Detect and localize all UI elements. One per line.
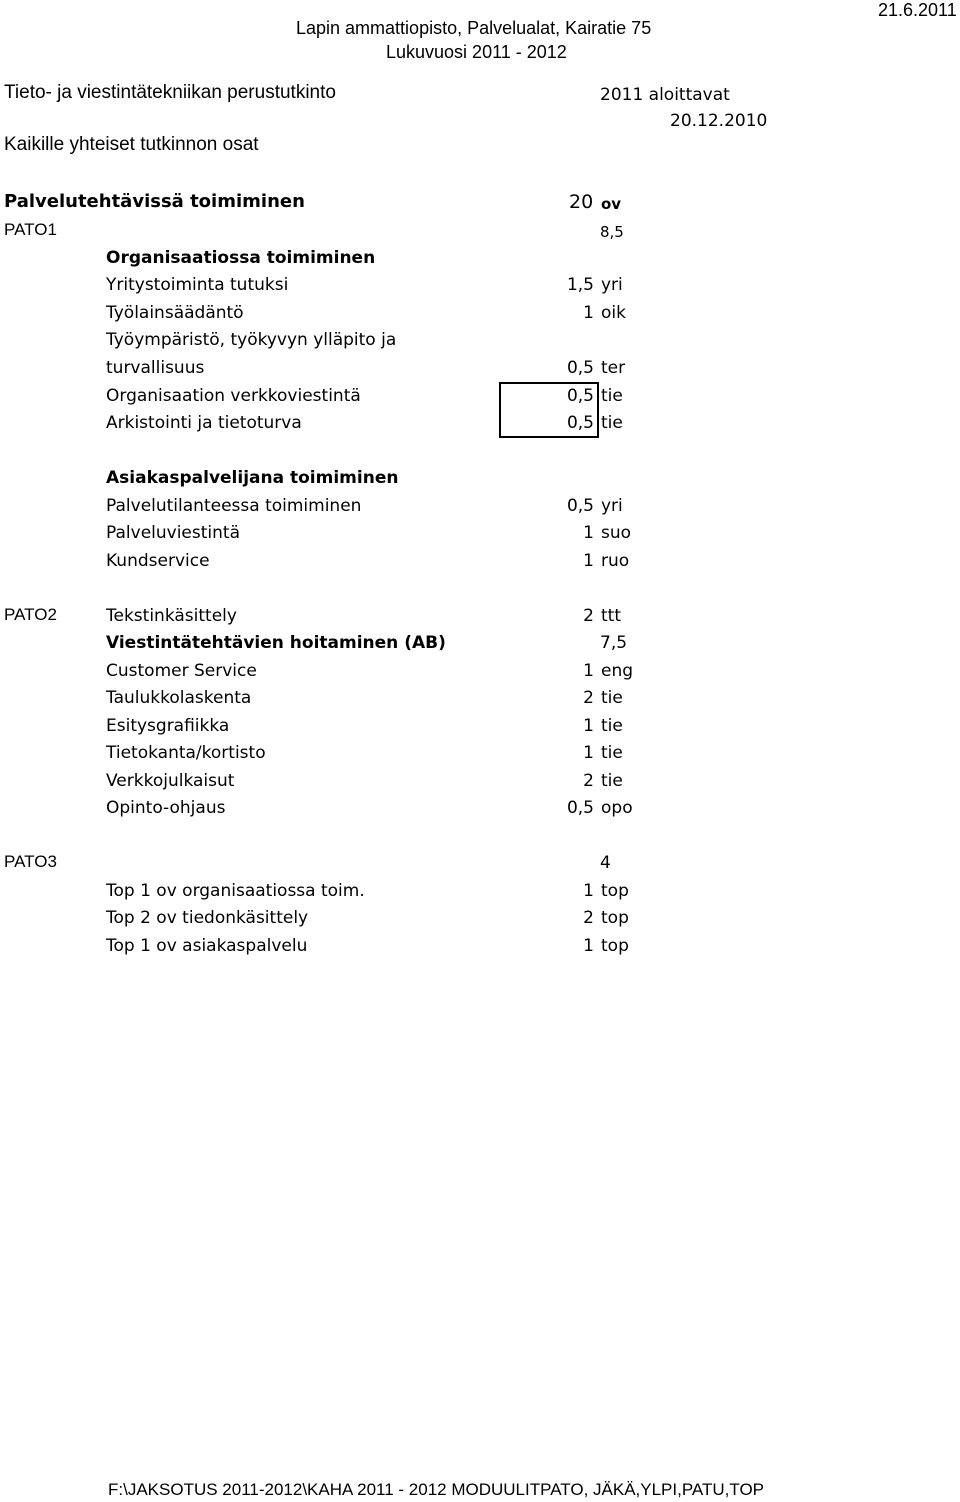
list-item-value: 1 — [583, 716, 594, 736]
list-item-label: Top 2 ov tiedonkäsittely — [106, 908, 309, 928]
list-item-label: Arkistointi ja tietoturva — [106, 413, 302, 433]
list-item-value: 2 — [583, 771, 594, 791]
list-item-unit: oik — [601, 303, 626, 323]
list-item-unit: tie — [601, 743, 623, 763]
pato3-code: PATO3 — [4, 852, 57, 871]
list-item-value: 1 — [583, 551, 594, 571]
school-year: Lukuvuosi 2011 - 2012 — [386, 42, 567, 62]
group-title-customer-service: Asiakaspalvelijana toimiminen — [106, 468, 399, 488]
list-item-value: 1 — [583, 936, 594, 956]
list-item-value: 0,5 — [566, 496, 594, 516]
list-item-unit: top — [601, 936, 629, 956]
list-item-label: Palveluviestintä — [106, 523, 240, 543]
section-title: Palvelutehtävissä toimiminen — [4, 191, 305, 212]
list-item-label: turvallisuus — [106, 358, 205, 378]
list-item-unit: tie — [601, 688, 623, 708]
list-item-label: Top 1 ov asiakaspalvelu — [106, 936, 308, 956]
list-item-value: 1 — [583, 661, 594, 681]
pato3-total: 4 — [600, 853, 611, 873]
list-item-value: 2 — [583, 688, 594, 708]
highlight-box — [499, 382, 599, 438]
list-item-unit: top — [601, 908, 629, 928]
list-item-value: 0,5 — [566, 386, 594, 406]
list-item-label: Organisaation verkkoviestintä — [106, 386, 361, 406]
list-item-unit: tie — [601, 386, 623, 406]
list-item-value: 1 — [583, 743, 594, 763]
list-item-value: 1 — [583, 523, 594, 543]
list-item-unit: top — [601, 881, 629, 901]
group-title-organisation: Organisaatiossa toimiminen — [106, 248, 376, 268]
list-item-value: 0,5 — [566, 798, 594, 818]
list-item-value: 0,5 — [566, 413, 594, 433]
list-item-label: Tekstinkäsittely — [106, 606, 237, 626]
section-unit: ov — [601, 195, 622, 213]
list-item-unit: yri — [601, 496, 623, 516]
list-item-unit: tie — [601, 716, 623, 736]
list-item-value: 2 — [583, 606, 594, 626]
pato1-code: PATO1 — [4, 220, 57, 239]
list-item-label: Työympäristö, työkyvyn ylläpito ja — [106, 330, 397, 350]
institution-header: Lapin ammattiopisto, Palvelualat, Kairatie 75 — [296, 18, 652, 38]
document-date: 21.6.2011 — [878, 0, 957, 20]
list-item-label: Taulukkolaskenta — [106, 688, 252, 708]
list-item-label: Työlainsäädäntö — [106, 303, 244, 323]
list-item-unit: yri — [601, 275, 623, 295]
list-item-label: Tietokanta/kortisto — [106, 743, 266, 763]
pato2-subtotal: 7,5 — [600, 633, 628, 653]
starters-date: 20.12.2010 — [670, 111, 768, 131]
list-item-value: 0,5 — [566, 358, 594, 378]
file-path-footer: F:\JAKSOTUS 2011-2012\KAHA 2011 - 2012 MODUULITPATO, JÄKÄ,YLPI,PATU,TOP — [108, 1480, 765, 1499]
list-item-label: Customer Service — [106, 661, 257, 681]
starters-label: 2011 aloittavat — [600, 85, 730, 105]
list-item-label: Palvelutilanteessa toimiminen — [106, 496, 362, 516]
list-item-unit: opo — [601, 798, 633, 818]
list-item-unit: suo — [601, 523, 632, 543]
list-item-unit: ttt — [601, 606, 621, 626]
list-item-unit: ter — [601, 358, 626, 378]
list-item-label: Verkkojulkaisut — [106, 771, 235, 791]
list-item-value: 1,5 — [566, 275, 594, 295]
list-item-unit: tie — [601, 413, 623, 433]
list-item-unit: ruo — [601, 551, 630, 571]
common-parts-title: Kaikille yhteiset tutkinnon osat — [4, 134, 259, 155]
pato2-code: PATO2 — [4, 605, 57, 624]
list-item-label: Top 1 ov organisaatiossa toim. — [106, 881, 365, 901]
list-item-value: 1 — [583, 303, 594, 323]
list-item-value: 2 — [583, 908, 594, 928]
list-item-unit: tie — [601, 771, 623, 791]
list-item-label: Esitysgrafiikka — [106, 716, 230, 736]
list-item-label: Opinto-ohjaus — [106, 798, 226, 818]
section-value: 20 — [569, 191, 594, 213]
pato2-subtitle: Viestintätehtävien hoitaminen (AB) — [106, 633, 446, 653]
list-item-value: 1 — [583, 881, 594, 901]
degree-title: Tieto- ja viestintätekniikan perustutkinto — [4, 82, 336, 103]
list-item-unit: eng — [601, 661, 634, 681]
pato1-total: 8,5 — [600, 223, 624, 241]
list-item-label: Yritystoiminta tutuksi — [106, 275, 289, 295]
list-item-label: Kundservice — [106, 551, 210, 571]
